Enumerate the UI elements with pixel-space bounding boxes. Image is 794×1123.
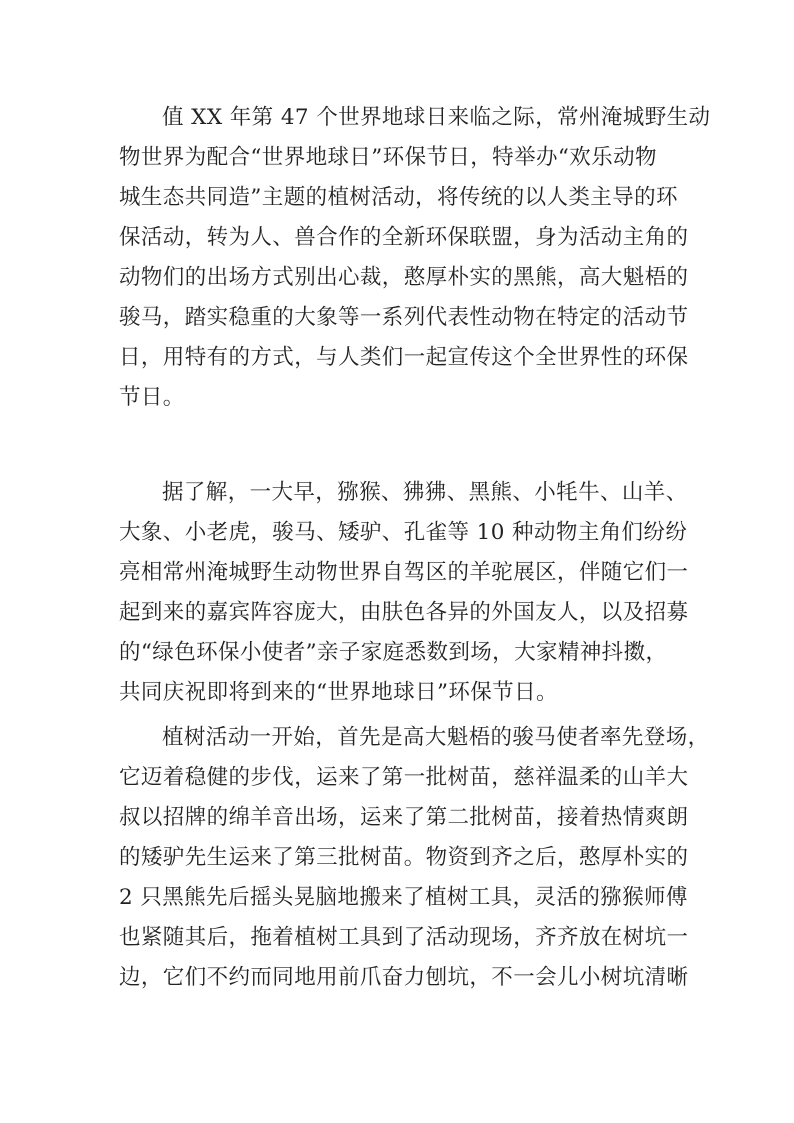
paragraph-2-line-5: 的“绿色环保小使者”亲子家庭悉数到场，大家精神抖擞，: [119, 640, 668, 665]
paragraph-3-line-4: 的矮驴先生运来了第三批树苗。物资到齐之后，憨厚朴实的: [119, 845, 689, 870]
paragraph-1-line-3: 城生态共同造”主题的植树活动，将传统的以人类主导的环: [119, 185, 678, 210]
paragraph-2-line-3: 亮相常州淹城野生动物世界自驾区的羊驼展区，伴随它们一: [119, 560, 689, 585]
paragraph-1-line-6: 骏马，踏实稳重的大象等一系列代表性动物在特定的活动节: [119, 305, 689, 330]
paragraph-1-line-4: 保活动，转为人、兽合作的全新环保联盟，身为活动主角的: [119, 225, 689, 250]
paragraph-3-line-2: 它迈着稳健的步伐，运来了第一批树苗，慈祥温柔的山羊大: [119, 765, 689, 790]
paragraph-3-line-7: 边，它们不约而同地用前爪奋力刨坑，不一会儿小树坑清晰: [119, 965, 689, 990]
paragraph-2-line-6: 共同庆祝即将到来的“世界地球日”环保节日。: [119, 680, 558, 705]
paragraph-3-line-5: 2 只黑熊先后摇头晃脑地搬来了植树工具，灵活的猕猴师傅: [119, 885, 688, 910]
paragraph-1-line-7: 日，用特有的方式，与人类们一起宣传这个全世界性的环保: [119, 345, 689, 370]
paragraph-1-line-1: 值 XX 年第 47 个世界地球日来临之际，常州淹城野生动: [162, 105, 711, 130]
paragraph-1-line-8: 节日。: [119, 385, 185, 410]
paragraph-2-line-2: 大象、小老虎，骏马、矮驴、孔雀等 10 种动物主角们纷纷: [119, 520, 688, 545]
paragraph-3-line-1: 植树活动一开始，首先是高大魁梧的骏马使者率先登场，: [162, 725, 710, 750]
paragraph-2-line-1: 据了解，一大早，猕猴、狒狒、黑熊、小牦牛、山羊、: [162, 480, 688, 505]
paragraph-1-line-2: 物世界为配合“世界地球日”环保节日，特举办“欢乐动物: [119, 145, 657, 170]
paragraph-3-line-3: 叔以招牌的绵羊音出场，运来了第二批树苗，接着热情爽朗: [119, 805, 689, 830]
paragraph-2-line-4: 起到来的嘉宾阵容庞大，由肤色各异的外国友人，以及招募: [119, 600, 689, 625]
paragraph-1-line-5: 动物们的出场方式别出心裁，憨厚朴实的黑熊，高大魁梧的: [119, 265, 689, 290]
paragraph-3-line-6: 也紧随其后，拖着植树工具到了活动现场，齐齐放在树坑一: [119, 925, 689, 950]
